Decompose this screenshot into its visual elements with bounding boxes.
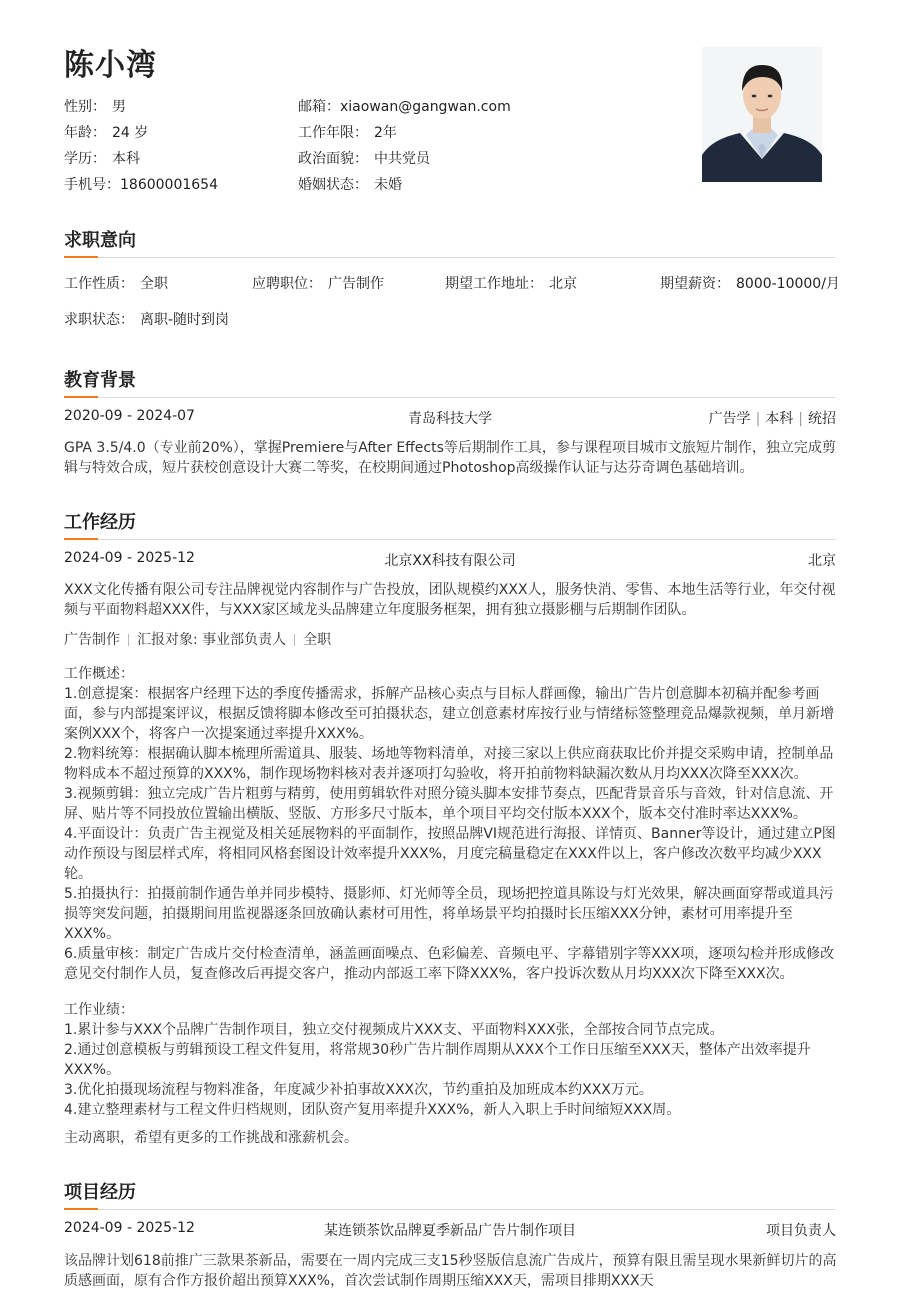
overview-line: 5.拍摄执行：拍摄前制作通告单并同步模特、摄影师、灯光师等全员，现场把控道具陈设与灯光效果，解决画面穿帮或道具污 [64, 886, 834, 902]
meta-divider: | [798, 411, 803, 427]
age-label: 年龄： [64, 125, 106, 141]
work-divider [64, 539, 836, 540]
job-intent-accent [64, 256, 98, 258]
job-salary-label: 期望薪资： [660, 276, 730, 292]
work-title: 工作经历 [64, 512, 136, 533]
job-salary-value: 8000-10000/月 [736, 276, 840, 292]
work-years-label: 工作年限： [298, 125, 368, 141]
overview-line: 3.视频剪辑：独立完成广告片粗剪与精剪，使用剪辑软件对照分镜头脚本安排节奏点，匹配背景音乐与音效，针对信息流、开 [64, 786, 834, 802]
project-description [64, 1251, 839, 1291]
marital-label: 婚姻状态： [298, 177, 368, 193]
project-accent [64, 1208, 98, 1210]
meta-divider: | [755, 411, 761, 427]
email-label: 邮箱： [298, 99, 340, 115]
achievement-line: 工作业绩： [64, 1002, 134, 1018]
politics-value: 中共党员 [374, 151, 430, 167]
email-info [298, 96, 511, 116]
job-location-label: 期望工作地址： [445, 276, 543, 292]
work-tag: 全职 [303, 632, 332, 648]
work-accent [64, 538, 98, 540]
overview-line: 屏、贴片等不同投放位置输出横版、竖版、方形多尺寸版本，单个项目平均交付版本XXX个，版本交付准时率达XXX%。 [64, 806, 807, 822]
job-intent-divider [64, 257, 836, 258]
achievement-line: XXX%。 [64, 1062, 121, 1078]
job-location-value: 北京 [549, 276, 577, 292]
portrait-illustration [702, 47, 822, 182]
overview-line: 物料成本不超过预算的XXX%，制作现场物料核对表并逐项打勾验收，将开拍前物料缺漏次数从月均XXX次降至XXX次。 [64, 766, 808, 782]
achievement-line: 3.优化拍摄现场流程与物料准备，年度减少补拍事故XXX次，节约重拍及加班成本约XXX万元。 [64, 1082, 653, 1098]
education-value: 本科 [112, 151, 140, 167]
company-desc-line: 频与平面物料超XXX件，与XXX家区域龙头品牌建立年度服务框架，拥有独立摄影棚与后期制作团队。 [64, 602, 696, 618]
phone-value: 18600001654 [120, 177, 218, 193]
job-intent-title: 求职意向 [64, 230, 136, 251]
gender-label: 性别： [64, 99, 106, 115]
education-date: 2020-09 - 2024-07 [64, 408, 195, 424]
company-desc-line: XXX文化传播有限公司专注品牌视觉内容制作与广告投放，团队规模约XXX人，服务快消、零售、本地生活等行业，年交付视 [64, 582, 836, 598]
overview-line: 损等突发问题，拍摄期间用监视器逐条回放确认素材可用性，将单场景平均拍摄时长压缩XXX分钟，素材可用率提升至 [64, 906, 793, 922]
job-status [64, 309, 229, 329]
phone-label: 手机号： [64, 177, 120, 193]
project-desc-line: 该品牌计划618前推广三款果茶新品，需要在一周内完成三支15秒竖版信息流广告成片，预算有限且需呈现水果新鲜切片的高 [64, 1253, 837, 1269]
project-date: 2024-09 - 2025-12 [64, 1220, 195, 1236]
overview-line: 案例XXX个，将客户一次提案通过率提升XXX%。 [64, 726, 373, 742]
overview-line: 4.平面设计：负责广告主视觉及相关延展物料的平面制作，按照品牌VI规范进行海报、详情页、Banner等设计，通过建立P图 [64, 826, 836, 842]
work-achievements [64, 1000, 839, 1120]
gender-value: 男 [112, 99, 126, 115]
education-label: 学历： [64, 151, 106, 167]
gender-info [64, 96, 126, 116]
company-description [64, 580, 839, 620]
overview-line: 意见交付制作人员，复查修改后再提交客户，推动内部返工率下降XXX%，客户投诉次数从月均XXX次下降至XXX次。 [64, 966, 794, 982]
phone-info [64, 174, 218, 194]
work-overview [64, 664, 839, 984]
project-title: 项目经历 [64, 1182, 136, 1203]
job-position-value: 广告制作 [328, 276, 384, 292]
education-description [64, 438, 839, 478]
job-location [445, 273, 577, 293]
leave-reason: 主动离职，希望有更多的工作挑战和涨薪机会。 [64, 1130, 358, 1146]
overview-line: 动作预设与图层样式库，将相同风格套图设计效率提升XXX%，月度完稿量稳定在XXX件以上，客户修改次数平均减少XXX [64, 846, 822, 862]
age-value: 24 岁 [112, 125, 149, 141]
tag-divider [128, 634, 129, 646]
overview-line: XXX%。 [64, 926, 121, 942]
achievement-line: 2.通过创意模板与剪辑预设工程文件复用，将常规30秒广告片制作周期从XXX个工作日压缩至XXX天，整体产出效率提升 [64, 1042, 811, 1058]
work-years-value: 2年 [374, 125, 397, 141]
education-title: 教育背景 [64, 370, 136, 391]
work-date: 2024-09 - 2025-12 [64, 550, 195, 566]
achievement-line: 4.建立整理素材与工程文件归档规则，团队资产复用率提升XXX%，新人入职上手时间缩短XXX周。 [64, 1102, 681, 1118]
job-nature [64, 273, 168, 293]
education-info [64, 148, 140, 168]
project-name: 某连锁茶饮品牌夏季新品广告片制作项目 [324, 1223, 576, 1239]
overview-line: 1.创意提案：根据客户经理下达的季度传播需求，拆解产品核心卖点与目标人群画像，输出广告片创意脚本初稿并配参考画 [64, 686, 820, 702]
marital-value: 未婚 [374, 177, 402, 193]
education-row [64, 408, 836, 428]
education-degree: 本科 [765, 411, 794, 427]
job-position-label: 应聘职位： [252, 276, 322, 292]
politics-info [298, 148, 430, 168]
education-desc-line: 辑与特效合成，短片获校创意设计大赛二等奖，在校期间通过Photoshop高级操作认证与达芬奇调色基础培训。 [64, 460, 754, 476]
achievement-line: 1.累计参与XXX个品牌广告制作项目，独立交付视频成片XXX支、平面物料XXX张，全部按合同节点完成。 [64, 1022, 724, 1038]
overview-line: 工作概述： [64, 666, 134, 682]
work-tags [64, 629, 331, 649]
job-position [252, 273, 384, 293]
job-status-value: 离职-随时到岗 [140, 312, 230, 328]
profile-photo [702, 47, 822, 182]
job-nature-value: 全职 [140, 276, 168, 292]
overview-line: 6.质量审核：制定广告成片交付检查清单，涵盖画面噪点、色彩偏差、音频电平、字幕错别字等XXX项，逐项勾检并形成修改 [64, 946, 835, 962]
politics-label: 政治面貌： [298, 151, 368, 167]
work-company: 北京XX科技有限公司 [384, 553, 516, 569]
education-school: 青岛科技大学 [408, 411, 492, 427]
overview-line: 轮。 [64, 866, 92, 882]
project-row [64, 1220, 836, 1240]
work-city: 北京 [808, 553, 836, 569]
education-type: 统招 [808, 411, 836, 427]
project-divider [64, 1209, 836, 1210]
work-years-info [298, 122, 397, 142]
project-role: 项目负责人 [766, 1223, 836, 1239]
job-salary [660, 273, 840, 293]
education-accent [64, 396, 98, 398]
overview-line: 面，参与内部提案评议，根据反馈将脚本修改至可拍摄状态，建立创意素材库按行业与情绪标签整理竞品爆款视频，单月新增 [64, 706, 834, 722]
work-tag: 广告制作 [64, 632, 120, 648]
project-desc-line: 质感画面，原有合作方报价超出预算XXX%，首次尝试制作周期压缩XXX天，需项目排期XXX天 [64, 1273, 654, 1289]
email-value[interactable]: xiaowan@gangwan.com [340, 99, 511, 115]
overview-line: 2.物料统筹：根据确认脚本梳理所需道具、服装、场地等物料清单，对接三家以上供应商获取比价并提交采购申请，控制单品 [64, 746, 834, 762]
job-nature-label: 工作性质： [64, 276, 134, 292]
marital-info [298, 174, 402, 194]
job-status-label: 求职状态： [64, 312, 134, 328]
work-tag: 汇报对象: 事业部负责人 [137, 632, 287, 648]
work-row [64, 550, 836, 570]
tag-divider [294, 634, 295, 646]
education-desc-line: GPA 3.5/4.0（专业前20%），掌握Premiere与After Effects等后期制作工具，参与课程项目城市文旅短片制作，独立完成剪 [64, 440, 836, 456]
education-major: 广告学 [708, 411, 751, 427]
education-divider [64, 397, 836, 398]
age-info [64, 122, 148, 142]
candidate-name: 陈小湾 [64, 48, 157, 83]
